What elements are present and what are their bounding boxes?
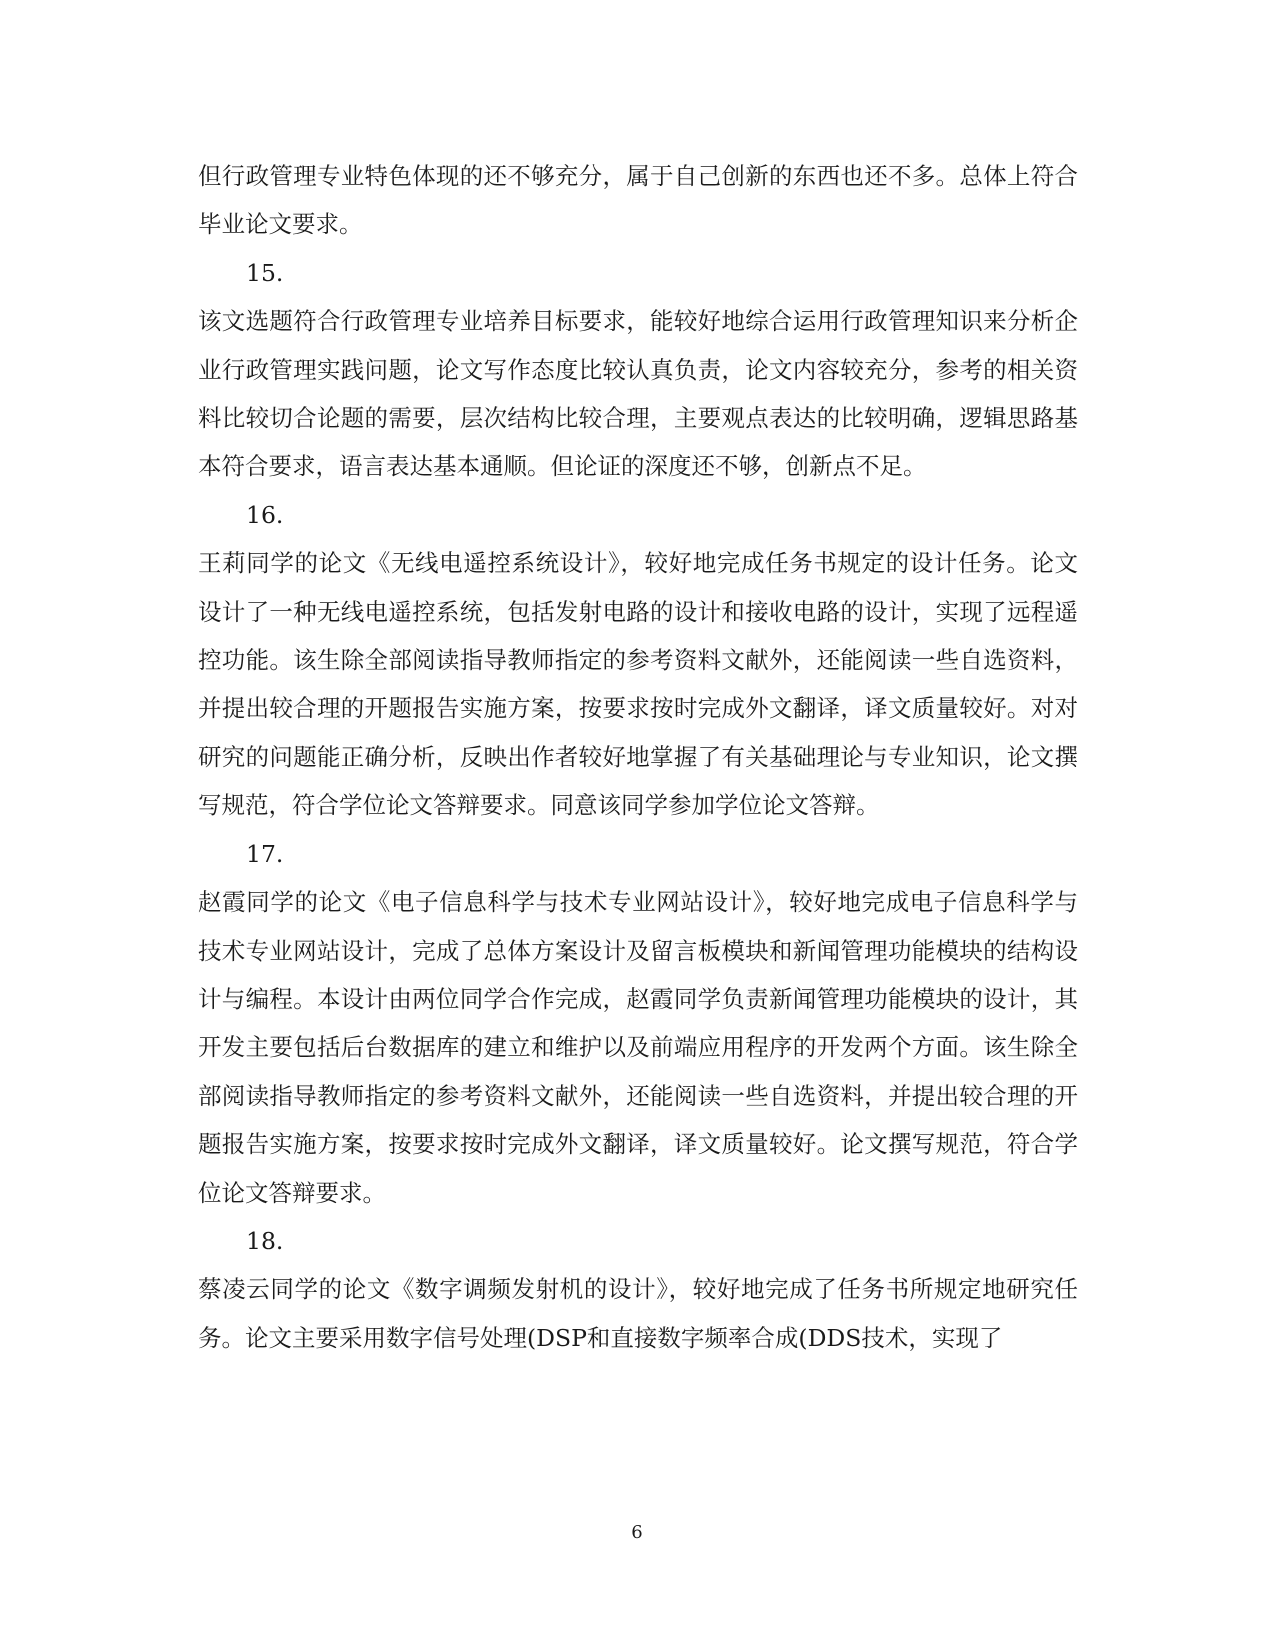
paragraph-17: 赵霞同学的论文《电子信息科学与技术专业网站设计》，较好地完成电子信息科学与技术专业网站设计，完成了总体方案设计及留言板模块和新闻管理功能模块的结构设计与编程。本设计由两位同学合作完成，赵霞同学负责新闻管理功能模块的设计，其开发主要包括后台数据库的建立和维护以及前端应用程序的开发两个方面。该生除全部阅读指导教师指定的参考资料文献外，还能阅读一些自选资料，并提出较合理的开题报告实施方案，按要求按时完成外文翻译，译文质量较好。论文撰写规范，符合学位论文答辩要求。 [198, 888, 1078, 1207]
paragraph-14-tail: 但行政管理专业特色体现的还不够充分，属于自己创新的东西也还不多。总体上符合毕业论文要求。 [198, 162, 1078, 239]
item-number-16: 16. [246, 500, 284, 529]
item-number-18: 18. [246, 1226, 284, 1255]
item-number-15: 15. [246, 258, 284, 287]
item-number-17: 17. [246, 839, 284, 868]
document-body [198, 152, 1078, 1362]
paragraph-15: 该文选题符合行政管理专业培养目标要求，能较好地综合运用行政管理知识来分析企业行政管理实践问题，论文写作态度比较认真负责，论文内容较充分，参考的相关资料比较切合论题的需要，层次结构比较合理，主要观点表达的比较明确，逻辑思路基本符合要求，语言表达基本通顺。但论证的深度还不够，创新点不足。 [198, 307, 1078, 481]
paragraph-18: 蔡凌云同学的论文《数字调频发射机的设计》，较好地完成了任务书所规定地研究任务。论文主要采用数字信号处理(DSP和直接数字频率合成(DDS技术，实现了 [198, 1275, 1078, 1352]
page-number: 6 [631, 1522, 643, 1543]
paragraph-16: 王莉同学的论文《无线电遥控系统设计》，较好地完成任务书规定的设计任务。论文设计了一种无线电遥控系统，包括发射电路的设计和接收电路的设计，实现了远程遥控功能。该生除全部阅读指导教师指定的参考资料文献外，还能阅读一些自选资料，并提出较合理的开题报告实施方案，按要求按时完成外文翻译，译文质量较好。对对研究的问题能正确分析，反映出作者较好地掌握了有关基础理论与专业知识，论文撰写规范，符合学位论文答辩要求。同意该同学参加学位论文答辩。 [198, 549, 1078, 820]
